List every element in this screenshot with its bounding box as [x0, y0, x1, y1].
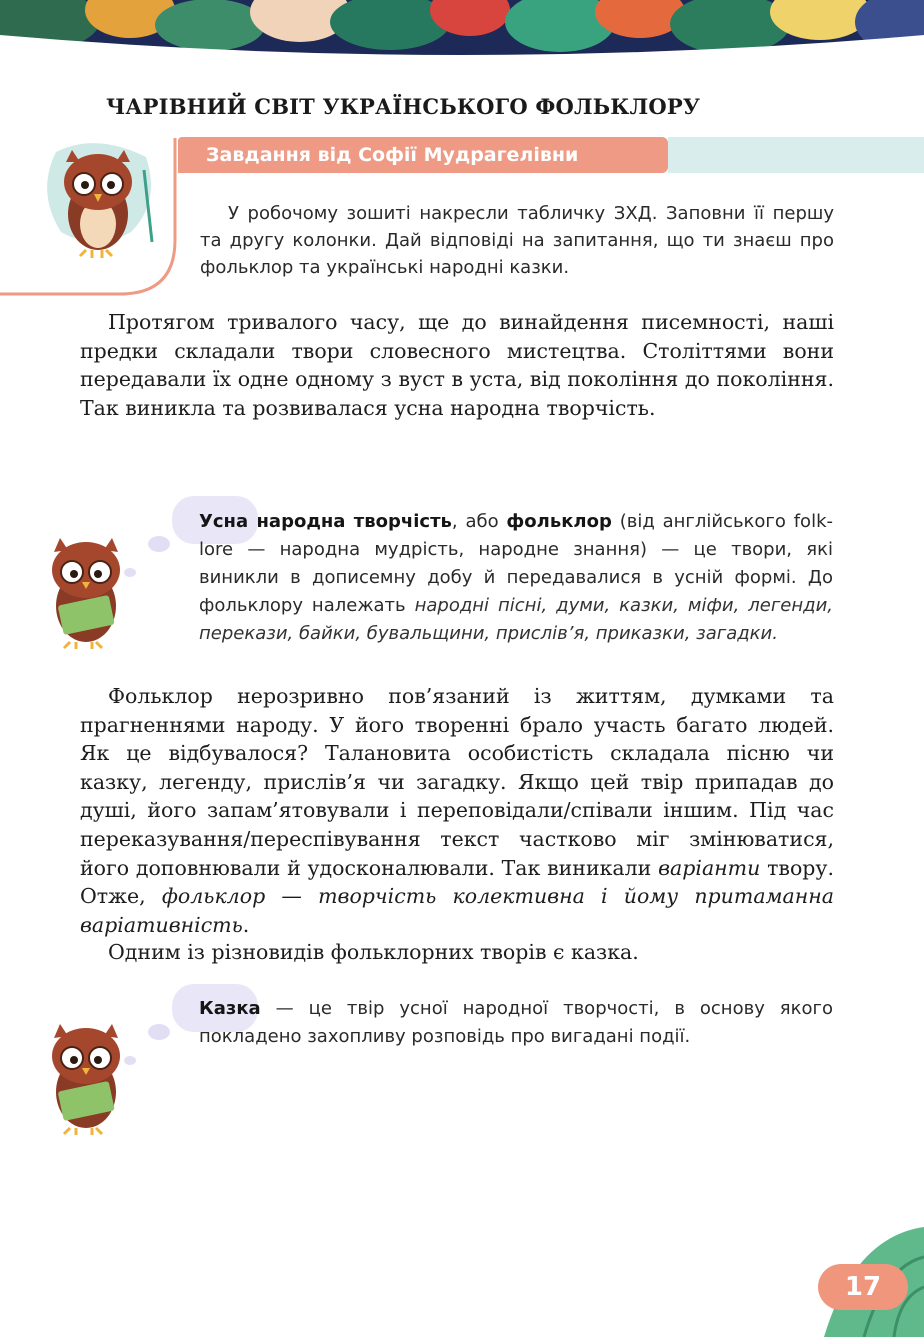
task-text: У робочому зошиті накресли табличку ЗХД. Заповни її першу та другу колонки. Дай відповіді на запитання, що ти знаєш про фольклор та українські народні казки.	[200, 203, 834, 278]
thought-dot	[148, 536, 170, 552]
task-header-strip	[668, 137, 924, 173]
definition-kazka-body: — це твір усної народної творчості, в основу якого покладено захопливу розповідь про вигадані події.	[199, 998, 833, 1047]
folklore-genres: народні пісні, думи, казки, міфи, легенди, перекази, байки, бувальщини, прислів’я, приказки, загадки.	[199, 595, 833, 644]
folklore-paragraph	[80, 682, 834, 939]
floral-header-decoration	[0, 0, 924, 62]
page-number: 17	[818, 1264, 908, 1310]
term-oral-folk-art: Усна народна творчість	[199, 511, 452, 532]
definition-kazka	[199, 995, 833, 1051]
thought-dot	[148, 1024, 170, 1040]
term-variants: варіанти	[658, 855, 761, 880]
kazka-intro: Одним із різновидів фольклорних творів є казка.	[108, 940, 639, 964]
definition-body: (від англійського folk-lore — народна мудрість, народне знання) — це твори, які виникли в дописемну добу й передавалися в усній формі. До фольклору належать	[199, 511, 833, 616]
folklore-conclusion: фольклор — творчість колективна і йому притаманна варіативність	[80, 884, 834, 937]
task-header: Завдання від Софії Мудрагелівни	[178, 137, 668, 173]
owl-teacher-icon	[36, 132, 166, 262]
folklore-paragraph-text-2: твору. Отже,	[80, 855, 834, 909]
term-folklore: фольклор	[506, 511, 612, 532]
folklore-paragraph-end: .	[242, 912, 250, 937]
chapter-title: ЧАРІВНИЙ СВІТ УКРАЇНСЬКОГО ФОЛЬКЛОРУ	[106, 94, 701, 119]
intro-paragraph: Протягом тривалого часу, ще до винайдення писемності, наші предки складали твори словесного мистецтва. Століттями вони передавали їх одне одному з вуст в уста, від покоління до покоління. Так виникла та розвивалася усна народна творчість.	[80, 310, 834, 420]
owl-reading-icon	[40, 534, 132, 650]
term-kazka: Казка	[199, 998, 261, 1019]
term-joiner: , або	[451, 511, 507, 532]
folklore-paragraph-text: Фольклор нерозривно пов’язаний із життям, думками та прагненнями народу. У його творенні брало участь багато людей. Як це відбувалося? Талановита особистість складала пісню чи казку, легенду, прислів’я чи загадку. Якщо цей твір припадав до душі, його запам’ятовували і переповідали/співали іншим. Під час переказування/переспівування текст частково міг змінюватися, його доповнювали й удосконалювали. Так виникали	[80, 684, 834, 880]
definition-folklore	[199, 508, 833, 648]
owl-reading-icon	[40, 1020, 132, 1136]
